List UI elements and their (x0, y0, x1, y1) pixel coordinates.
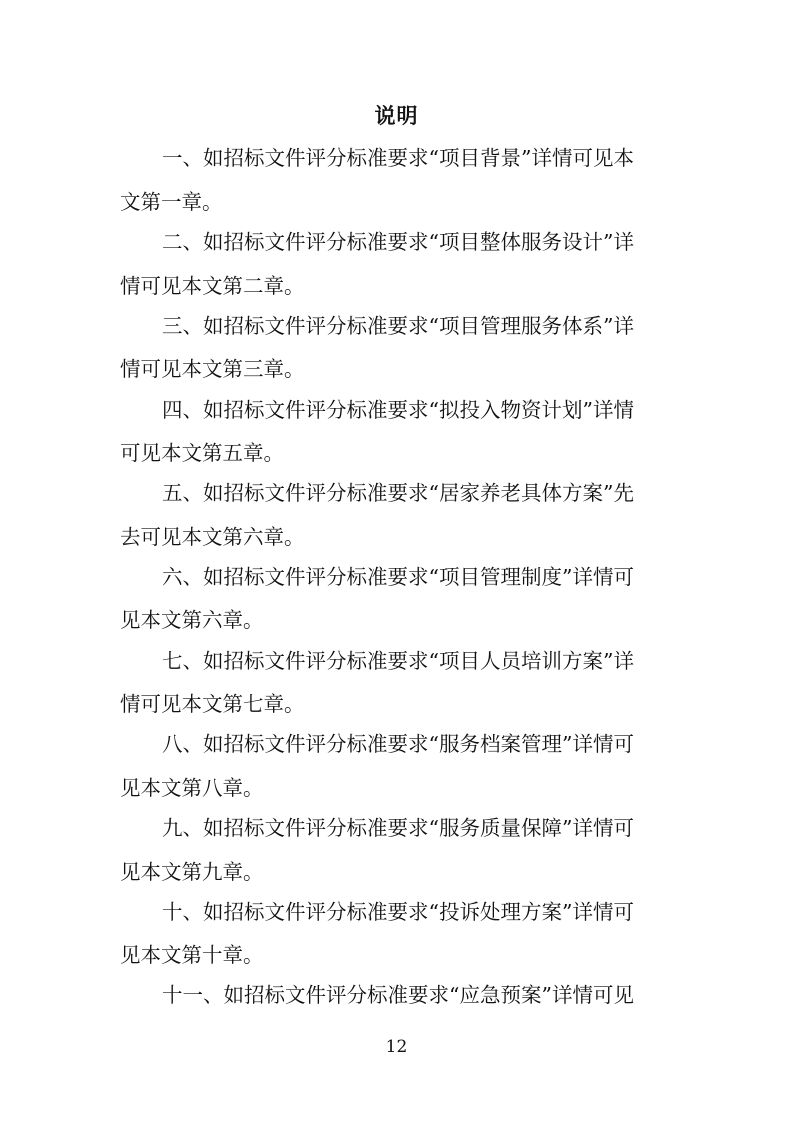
paragraph-line-first: 八、如招标文件评分标准要求“服务档案管理”详情可 (162, 732, 634, 756)
paragraph-line-continued: 见本文第六章。 (120, 608, 264, 632)
paragraph-line-first: 四、如招标文件评分标准要求“拟投入物资计划”详情 (162, 398, 634, 422)
paragraph-line-continued: 见本文第十章。 (120, 943, 264, 967)
paragraph-line-first: 一、如招标文件评分标准要求“项目背景”详情可见本 (162, 146, 634, 170)
paragraph-line-first: 九、如招标文件评分标准要求“服务质量保障”详情可 (162, 816, 634, 840)
paragraph-line-first: 五、如招标文件评分标准要求“居家养老具体方案”先 (162, 481, 634, 505)
paragraph-line-continued: 情可见本文第七章。 (120, 692, 305, 716)
paragraph-line-first: 七、如招标文件评分标准要求“项目人员培训方案”详 (162, 649, 634, 673)
paragraph-line-first: 六、如招标文件评分标准要求“项目管理制度”详情可 (162, 565, 634, 589)
page-title: 说明 (374, 104, 419, 128)
paragraph-line-first: 十、如招标文件评分标准要求“投诉处理方案”详情可 (162, 900, 634, 924)
paragraph-line-continued: 可见本文第五章。 (120, 441, 284, 465)
paragraph-line-first: 三、如招标文件评分标准要求“项目管理服务体系”详 (162, 314, 634, 338)
paragraph-line-continued: 情可见本文第三章。 (120, 357, 305, 381)
paragraph-line-continued: 情可见本文第二章。 (120, 274, 305, 298)
paragraph-line-continued: 见本文第九章。 (120, 860, 264, 884)
paragraph-line-first: 二、如招标文件评分标准要求“项目整体服务设计”详 (162, 230, 634, 254)
paragraph-line-first: 十一、如招标文件评分标准要求“应急预案”详情可见 (162, 983, 634, 1007)
paragraph-line-continued: 文第一章。 (120, 190, 223, 214)
page-number: 12 (385, 1037, 408, 1057)
paragraph-line-continued: 去可见本文第六章。 (120, 525, 305, 549)
paragraph-line-continued: 见本文第八章。 (120, 776, 264, 800)
